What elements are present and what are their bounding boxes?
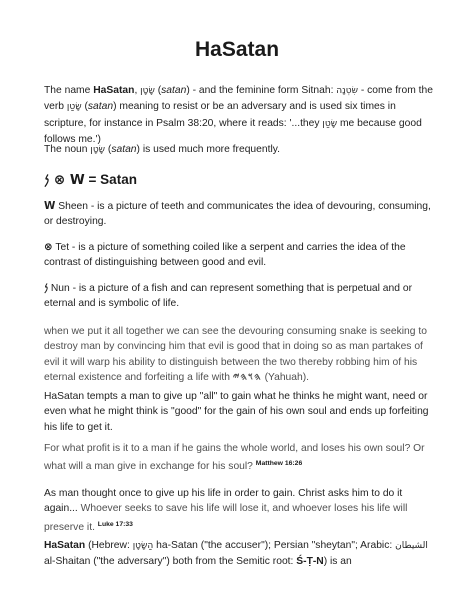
hebrew-word: שָׂטַן xyxy=(322,118,338,129)
paleo-hebrew-glyphs: 𐤍 ⊗ W xyxy=(44,172,85,188)
scripture-reference: Luke 17:33 xyxy=(97,520,133,528)
hebrew-word: הַשָּׂטָן xyxy=(132,541,154,551)
paleo-hebrew-name: 𐤄𐤅𐤄𐤉 xyxy=(232,372,262,384)
hebrew-word: שָׂטָן xyxy=(140,86,155,96)
semitic-root: Ś-Ṭ-N xyxy=(296,556,324,568)
christ-paragraph: As man thought once to give up his life in order to gain. Christ asks him to do it again... Whoever seeks to save his life will lose it, and whoever loses his life will preserve it. $^{Luke 17:33}$ xyxy=(44,488,408,533)
hebrew-word: שִׂטְנָה xyxy=(336,86,358,96)
sheen-glyph: W xyxy=(44,200,56,212)
hebrew-word: שָׂטָן xyxy=(90,145,106,155)
summary-paragraph: when we put it all together we can see the devouring consuming snake is seeking to destroy man by convincing him that evil is good that in doing so as man partakes of evil it will warp his ability to distinguish between the two thereby robbing him of his eternal existence and forfeiting a life with 𐤄𐤅𐤄𐤉 (Yahuah). xyxy=(44,326,427,384)
nun-glyph: 𐤍 xyxy=(44,282,48,294)
etymology-paragraph: HaSatan (Hebrew: הַשָּׂטָן ha-Satan ("the accuser"); Persian "sheytan"; Arabic: الشيطان al-Shaitan ("the adversary") both from the Semitic root: Ś-Ṭ-N) is an xyxy=(44,540,428,568)
name-hasatan: HaSatan xyxy=(93,85,135,96)
scripture-quote: For what profit is it to a man if he gains the whole world, and loses his own soul? Or what will a man give in exchange for his soul? $^{Matthew 16:26}$ xyxy=(44,443,425,473)
tet-glyph: ⊗ xyxy=(44,241,53,253)
tempts-paragraph: HaSatan tempts a man to give up "all" to gain what he thinks he might want, need or even what he might think is "good" for the gain of his own soul and ends up forfeiting his life to get it. xyxy=(44,391,429,433)
scripture-reference: Matthew 16:26 xyxy=(255,460,303,468)
intro-paragraph: The name HaSatan, שָׂטָן (satan) - and the feminine form Sitnah: שִׂטְנָה - come from the verb שָׂטַן (satan) meaning to resist or be an adversary and is used six times in scripture, for instance in Psalm 38:20, where it reads: '...they שָׂטַן me because good follows me.') xyxy=(44,85,433,146)
section-heading: 𐤍 ⊗ W = Satan xyxy=(44,172,137,188)
letter-nun-paragraph: 𐤍 Nun - is a picture of a fish and can represent something that is perpetual and or eternal and is symbolic of life. xyxy=(44,282,412,310)
arabic-word: الشيطان xyxy=(395,541,428,551)
letter-tet-paragraph: ⊗ Tet - is a picture of something coiled like a serpent and carries the idea of the contrast of distinguishing between good and evil. xyxy=(44,241,406,269)
letter-sheen-paragraph: W Sheen - is a picture of teeth and communicates the idea of devouring, consuming, or destroying. xyxy=(44,200,431,228)
hebrew-word: שָׂטַן xyxy=(66,102,82,113)
noun-paragraph: The noun שָׂטָן (satan) is used much more frequently. xyxy=(44,144,280,155)
page-title: HaSatan xyxy=(194,38,280,61)
